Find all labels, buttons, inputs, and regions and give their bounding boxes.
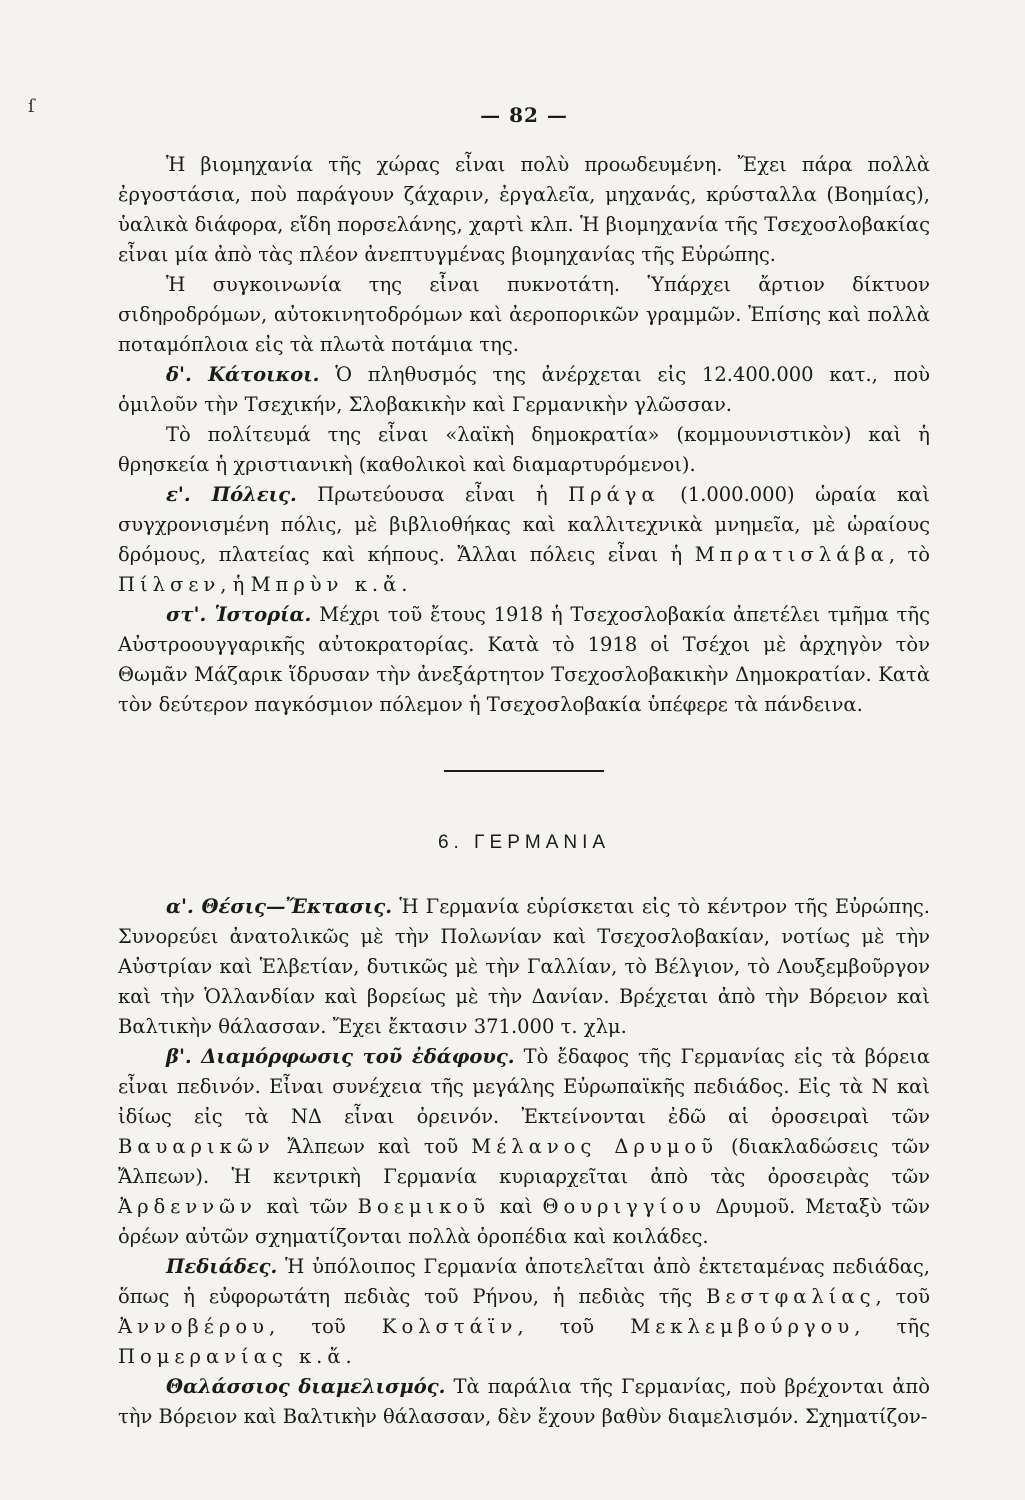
paragraph-coast: [118, 1372, 930, 1432]
text-plains-a: Ἡ ὑπόλοιπος Γερμανία ἀποτελεῖται ἀπὸ ἐκτεταμένας πεδιάδας, ὅπως ἡ εὐφορωτάτη πεδιὰς τοῦ Ρήνου, ἡ πεδιὰς τῆς: [118, 1255, 930, 1308]
paragraph-inhabitants: [118, 360, 930, 420]
text-cities-b: (1.000.000) ὡραία καὶ συγχρονισμένη πόλις, μὲ βιβλιοθήκας καὶ καλλιτεχνικὰ μνημεῖα, μὲ ὡραίους δρόμους, πλατείας καὶ κήπους. Ἄλλαι πόλεις εἶναι ἡ: [118, 483, 930, 566]
name-mecklenburg: Μεκλεμβούργου: [630, 1315, 855, 1338]
name-pomerania: Πομερανίας κ.ἄ.: [118, 1345, 357, 1368]
paragraph-position: [118, 892, 930, 1042]
page-number: — 82 —: [480, 103, 568, 127]
paragraph-terrain: [118, 1042, 930, 1252]
text-history: Μέχρι τοῦ ἔτους 1918 ἡ Τσεχοσλοβακία ἀπετέλει τμῆμα τῆς Αὐστροουγγαρικῆς αὐτοκρατορίας. Κατὰ τὸ 1918 οἱ Τσέχοι μὲ ἀρχηγὸν τὸν Θωμᾶν Μάζαρικ ἵδρυσαν τὴν ἀνεξάρτητον Τσεχοσλοβακικὴν Δημοκρατίαν. Κατὰ τὸν δεύτερον παγκόσμιον πόλεμον ἡ Τσεχοσλοβακία ὑπέφερε τὰ πάνδεινα.: [118, 603, 930, 716]
name-ardennes: Ἀρδεννῶν: [118, 1195, 257, 1218]
name-holstein: Κολστάϊν: [381, 1315, 518, 1338]
text-plains-e: , τῆς: [854, 1315, 930, 1338]
city-brno: Μπρὺν κ.ἄ.: [250, 573, 413, 596]
heading-terrain: β'. Διαμόρφωσις τοῦ ἐδάφους.: [166, 1045, 515, 1068]
paragraph-plains: [118, 1252, 930, 1372]
heading-position: α'. Θέσις—Ἔκτασις.: [166, 895, 393, 918]
text-terrain-a: Τὸ ἔδαφος τῆς Γερμανίας εἰς τὰ βόρεια εἶναι πεδινόν. Εἶναι συνέχεια τῆς μεγάλης Εὐρωπαϊκῆς πεδιάδος. Εἰς τὰ Ν καὶ ἰδίως εἰς τὰ ΝΔ εἶναι ὀρεινόν. Ἐκτείνονται ἐδῶ αἱ ὀροσειραὶ τῶν: [118, 1045, 931, 1128]
text-terrain-d: καὶ τῶν: [256, 1195, 358, 1218]
text-cities-d: , ἡ: [220, 573, 251, 596]
text-plains-d: , τοῦ: [517, 1315, 631, 1338]
text-coast: Τὰ παράλια τῆς Γερμανίας, ποὺ βρέχονται ἀπὸ τὴν Βόρειον καὶ Βαλτικὴν θάλασσαν, δὲν ἔχουν βαθὺν διαμελισμόν. Σχηματίζον-: [118, 1375, 930, 1428]
corner-mark: ſ: [28, 96, 35, 117]
text-terrain-e: καὶ: [489, 1195, 543, 1218]
heading-inhabitants: δ'. Κάτοικοι.: [166, 363, 320, 386]
name-hanover: Ἀννοβέρου: [118, 1315, 269, 1338]
heading-cities: ε'. Πόλεις.: [166, 483, 297, 506]
text-terrain-b: Ἄλπεων καὶ τοῦ: [274, 1135, 472, 1158]
text-cities-a: Πρωτεύουσα εἶναι ἡ: [296, 483, 569, 506]
paragraph-polity: Τὸ πολίτευμά της εἶναι «λαϊκὴ δημοκρατία» (κομμουνιστικὸν) καὶ ἡ θρησκεία ἡ χριστιανικὴ (καθολικοὶ καὶ διαμαρτυρόμενοι).: [118, 423, 930, 476]
section-title-germany: 6. ΓΕΡΜΑΝΙΑ: [437, 832, 611, 853]
name-bohemian: Βοεμικοῦ: [357, 1195, 490, 1218]
heading-coast: Θαλάσσιος διαμελισμός.: [166, 1375, 446, 1398]
page-body: [118, 100, 930, 1432]
name-black-forest: Μέλανος Δρυμοῦ: [471, 1135, 718, 1158]
city-prague: Πράγα: [568, 483, 660, 506]
name-bavarian: Βαυαρικῶν: [118, 1135, 275, 1158]
paragraph-cities: [118, 480, 930, 600]
name-thuringian: Θουριγγίου: [542, 1195, 706, 1218]
text-plains-b: , τοῦ: [875, 1285, 931, 1308]
heading-plains: Πεδιάδες.: [166, 1255, 278, 1278]
city-pilsen: Πίλσεν: [118, 573, 221, 596]
city-bratislava: Μπρατισλάβα: [694, 543, 889, 566]
text-plains-c: , τοῦ: [268, 1315, 382, 1338]
text-inhabitants: Ὁ πληθυσμός της ἀνέρχεται εἰς 12.400.000 κατ., ποὺ ὁμιλοῦν τὴν Τσεχικήν, Σλοβακικὴν καὶ Γερμανικὴν γλῶσσαν.: [118, 363, 931, 416]
text-terrain-c: (διακλαδώσεις τῶν Ἄλπεων). Ἡ κεντρικὴ Γερμανία κυριαρχεῖται ἀπὸ τὰς ὀροσειρὰς τῶν: [118, 1135, 930, 1188]
text-position: Ἡ Γερμανία εὑρίσκεται εἰς τὸ κέντρον τῆς Εὐρώπης. Συνορεύει ἀνατολικῶς μὲ τὴν Πολωνίαν καὶ Τσεχοσλοβακίαν, νοτίως μὲ τὴν Αὐστρίαν καὶ Ἑλβετίαν, δυτικῶς μὲ τὴν Γαλλίαν, τὸ Βέλγιον, τὸ Λουξεμβοῦργον καὶ τὴν Ὁλλανδίαν καὶ βορείως μὲ τὴν Δανίαν. Βρέχεται ἀπὸ τὴν Βόρειον καὶ Βαλτικὴν θάλασσαν. Ἔχει ἔκτασιν 371.000 τ. χλμ.: [118, 895, 930, 1038]
heading-history: στ'. Ἱστορία.: [166, 603, 312, 626]
paragraph-industry: Ἡ βιομηχανία τῆς χώρας εἶναι πολὺ προωδευμένη. Ἔχει πάρα πολλὰ ἐργοστάσια, ποὺ παράγουν ζάχαριν, ἐργαλεῖα, μηχανάς, κρύσταλλα (Βοημίας), ὑαλικὰ διάφορα, εἴδη πορσελάνης, χαρτὶ κλπ. Ἡ βιομηχανία τῆς Τσεχοσλοβακίας εἶναι μία ἀπὸ τὰς πλέον ἀνεπτυγμένας βιομηχανίας τῆς Εὐρώπης.: [118, 153, 930, 266]
section-divider: [444, 770, 604, 772]
paragraph-communication: Ἡ συγκοινωνία της εἶναι πυκνοτάτη. Ὑπάρχει ἄρτιον δίκτυον σιδηροδρόμων, αὐτοκινητοδρόμων καὶ ἀεροπορικῶν γραμμῶν. Ἐπίσης καὶ πολλὰ ποταμόπλοια εἰς τὰ πλωτὰ ποτάμια της.: [118, 273, 930, 356]
paragraph-history: [118, 600, 930, 720]
name-westphalia: Βεστφαλίας: [706, 1285, 876, 1308]
text-cities-c: , τὸ: [888, 543, 930, 566]
text-terrain-f: Δρυμοῦ. Μεταξὺ τῶν ὀρέων αὐτῶν σχηματίζονται πολλὰ ὀροπέδια καὶ κοιλάδες.: [118, 1195, 931, 1248]
